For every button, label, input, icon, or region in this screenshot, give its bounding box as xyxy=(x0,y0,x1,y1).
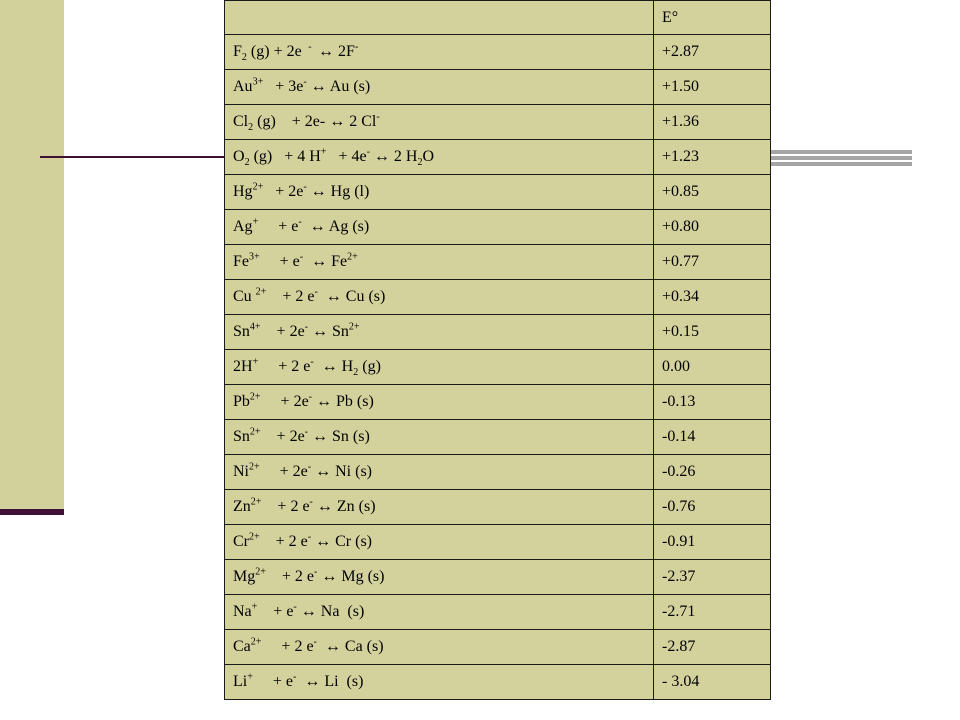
reduction-potentials-table xyxy=(224,0,771,700)
potential-value-cell: +0.77 xyxy=(654,245,771,280)
potential-value-cell: -0.91 xyxy=(654,525,771,560)
table-row xyxy=(225,455,771,490)
potential-value-cell: 0.00 xyxy=(654,350,771,385)
potential-value-cell: -2.71 xyxy=(654,595,771,630)
table-row xyxy=(225,175,771,210)
right-double-rule xyxy=(768,150,912,166)
table-row xyxy=(225,140,771,175)
half-reaction-cell: $Au^{3+} + 3e^-$ ↔ Au (s) xyxy=(225,70,654,105)
half-reaction-cell: $Cl_2$ (g) + 2e- ↔ 2 Cl- xyxy=(225,105,654,140)
half-reaction-cell: $Zn^{2+}$ + 2 e- ↔ Zn (s) xyxy=(225,490,654,525)
half-reaction-cell: Na+ + e- ↔ Na (s) xyxy=(225,595,654,630)
half-reaction-cell: Li+ + e- ↔ Li (s) xyxy=(225,665,654,700)
left-band-rule xyxy=(0,509,64,515)
table-row xyxy=(225,385,771,420)
table-row xyxy=(225,245,771,280)
table-row xyxy=(225,595,771,630)
potential-value-cell: -2.87 xyxy=(654,630,771,665)
half-reaction-cell: 2H+ + 2 e- ↔ $H_2$ (g) xyxy=(225,350,654,385)
potential-value-cell: +0.80 xyxy=(654,210,771,245)
table-row xyxy=(225,35,771,70)
potential-value-cell: - 3.04 xyxy=(654,665,771,700)
table-row xyxy=(225,490,771,525)
table-row xyxy=(225,280,771,315)
half-reaction-cell: $Mg^{2+}$ + 2 e- ↔ Mg (s) xyxy=(225,560,654,595)
potential-value-cell: -2.37 xyxy=(654,560,771,595)
table-row xyxy=(225,210,771,245)
potential-value-cell: +0.15 xyxy=(654,315,771,350)
half-reaction-cell: Cu $^{2+}$ + 2 e- ↔ Cu (s) xyxy=(225,280,654,315)
potential-value-cell: +0.85 xyxy=(654,175,771,210)
potential-value-cell: -0.26 xyxy=(654,455,771,490)
table-row xyxy=(225,525,771,560)
table-row xyxy=(225,70,771,105)
half-reaction-cell: $Ni^{2+}$ + 2e- ↔ Ni (s) xyxy=(225,455,654,490)
half-reaction-cell: $Cr^{2+}$ + 2 e- ↔ Cr (s) xyxy=(225,525,654,560)
table-row xyxy=(225,560,771,595)
half-reaction-cell: $Pb^{2+}$ + 2e- ↔ Pb (s) xyxy=(225,385,654,420)
half-reaction-cell: $O_2$ (g) + 4 H+ + 4e- ↔ 2 $H_2O$ xyxy=(225,140,654,175)
half-reaction-cell: $Sn^{2+}$ + 2e- ↔ Sn (s) xyxy=(225,420,654,455)
table-row xyxy=(225,315,771,350)
half-reaction-cell: $Hg^{2+} + 2e^-$ ↔ Hg (l) xyxy=(225,175,654,210)
potential-value-cell: +1.23 xyxy=(654,140,771,175)
table-row xyxy=(225,420,771,455)
potential-value-cell: -0.14 xyxy=(654,420,771,455)
table-header-row xyxy=(225,1,771,35)
half-reaction-cell: $F_2$ (g) + 2e - ↔ 2F- xyxy=(225,35,654,70)
potential-value-cell: +2.87 xyxy=(654,35,771,70)
potential-value-cell: +1.36 xyxy=(654,105,771,140)
half-reaction-cell: $Fe^{3+}$ + e- ↔ $Fe^{2+}$ xyxy=(225,245,654,280)
table-row xyxy=(225,630,771,665)
left-decorative-band xyxy=(0,0,64,511)
potential-value-cell: -0.13 xyxy=(654,385,771,420)
potential-value-cell: +0.34 xyxy=(654,280,771,315)
potential-value-cell: +1.50 xyxy=(654,70,771,105)
half-reaction-cell: $Sn^{4+}$ + 2e- ↔ $Sn^{2+}$ xyxy=(225,315,654,350)
reaction-column-header xyxy=(225,1,654,35)
half-reaction-cell: $Ca^{2+}$ + 2 e- ↔ Ca (s) xyxy=(225,630,654,665)
title-rule xyxy=(40,156,224,158)
table-row xyxy=(225,665,771,700)
table-row xyxy=(225,350,771,385)
table-row xyxy=(225,105,771,140)
potential-value-cell: -0.76 xyxy=(654,490,771,525)
e-standard-column-header: E° xyxy=(654,1,771,35)
half-reaction-cell: Ag+ + e- ↔ Ag (s) xyxy=(225,210,654,245)
